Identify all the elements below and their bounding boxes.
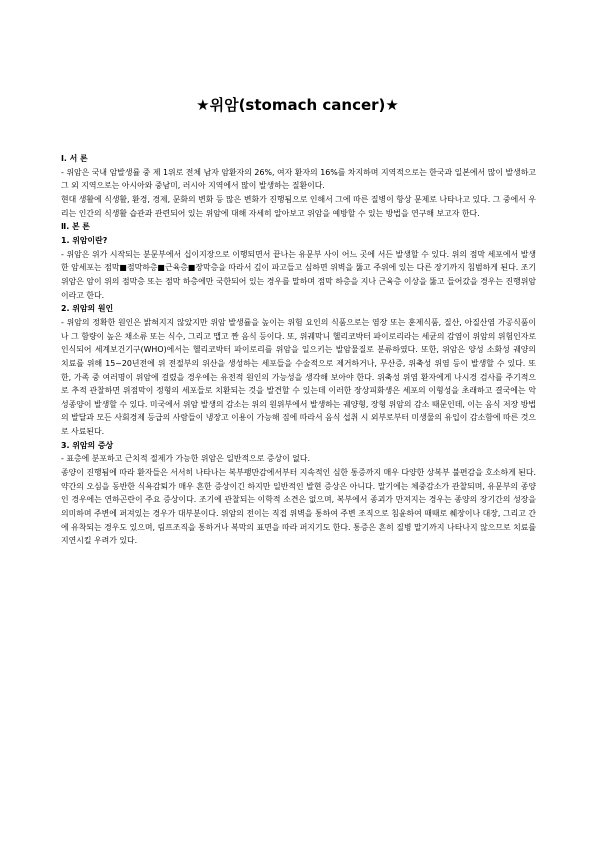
document-body: [61, 152, 536, 548]
paragraph: 종양이 진행됨에 따라 환자들은 서서히 나타나는 복부팽만감에서부터 지속적인 심한 통증까지 매우 다양한 상복부 불편감을 호소하게 된다. 약간의 오심을 동반한 식욕감퇴가 매우 흔한 증상이긴 하지만 일반적인 발현 증상은 아니다. 말기에는 체중감소가 관찰되며, 유문부의 종양인 경우에는 연하곤란이 주요 증상이다. 조기에 관찰되는 이학적 소견은 없으며, 복부에서 종괴가 만져지는 경우는 종양의 장기간의 성장을 의미하며 주변에 퍼져있는 경우가 대부분이다. 위암의 전이는 직접 위벽을 통하여 주변 조직으로 침윤하여 때때로 췌장이나 대장, 그리고 간에 유착되는 경우도 있으며, 림프조직을 통하거나 복막의 표면을 따라 퍼지기도 한다. 통증은 흔히 질병 말기까지 나타나지 않으므로 치료를 지연시킬 우려가 있다.: [61, 468, 536, 546]
paragraph: 현대 생활에 식생활, 환경, 경제, 문화의 변화 등 많은 변화가 진행됨으로 인해서 그에 따른 질병이 항상 문제로 나타나고 있다. 그 중에서 우리는 인간의 식생활 습관과 관련되어 있는 위암에 대해 자세히 알아보고 위암을 예방할 수 있는 방법을 연구해 보고자 한다.: [61, 194, 536, 218]
section-heading: 2. 위암의 원인: [61, 304, 114, 314]
paragraph: - 표층에 분포하고 근치적 절제가 가능한 위암은 일반적으로 증상이 없다.: [61, 454, 310, 464]
paragraph: - 위암은 위가 시작되는 분문부에서 십이지장으로 이행되면서 끝나는 유문부 사이 어느 곳에 서든 발생할 수 있다. 위의 점막 세포에서 발생한 암세포는 점막■점막하층■근육층■장막층을 따라서 깊이 파고들고 심하면 위벽을 뚫고 주위에 있는 다른 장기까지 침범하게 된다. 조기위암은 암이 위의 점막층 또는 점막 하층에만 국한되어 있는 경우를 말하며 점막 하층을 지나 근육층 이상을 뚫고 들어갔을 경우는 진행위암이라고 한다.: [61, 249, 536, 300]
section-heading: Ⅰ. 서 론: [61, 154, 88, 163]
paragraph: - 위암은 국내 암발생률 중 제 1위로 전체 남자 암환자의 26%, 여자 환자의 16%를 차지하며 지역적으로는 한국과 일본에서 많이 발생하고 그 외 지역으로는 아시아와 중남미, 러시아 지역에서 많이 발생하는 질환이다.: [61, 167, 536, 191]
section-heading: 3. 위암의 증상: [61, 440, 114, 450]
section-heading: 1. 위암이란?: [61, 235, 108, 245]
section-heading: Ⅱ. 본 론: [61, 222, 90, 232]
paragraph: - 위암의 정확한 원인은 밝혀지지 않았지만 위암 발생률을 높이는 위험 요인의 식품으로는 염장 또는 훈제식품, 질산, 아질산염 가공식품이나 그 함량이 높은 채소류 또는 식수, 그리고 맵고 짠 음식 등이다. 또, 위궤막니 헬리코박터 파이로리라는 세균의 감염이 위암의 위험인자로 인식되어 세계보건기구(WHO)에서는 헬리코박터 파이로리를 위암을 일으키는 발암물질로 분류하였다. 또한, 위암은 양성 소화성 궤양의 치료를 위해 15~20년전에 위 전절부의 위산을 생성하는 세포들을 수술적으로 제거하거나, 무산증, 위축성 위염 등이 발생할 수 있다. 또한, 가족 중 여러명이 위암에 걸렸을 경우에는 유전적 원인의 가능성을 생각해 보아야 한다. 위축성 위염 환자에게 나시경 검사를 주기적으로 추적 관찰하면 위점막이 정형의 세포들로 치환되는 것을 발견할 수 있는데 이러한 장상피화생은 세포의 이형성을 초래하고 결국에는 악성종양이 발생할 수 있다. 미국에서 위암 발생의 감소는 위의 원위부에서 발생하는 궤양형, 장형 위암의 감소 때문인데, 이는 음식 저장 방법의 발달과 모든 사회경제 등급의 사람들이 냉장고 이용이 가능해 짐에 따라서 음식 섭취 시 외부로부터 미생물의 유입이 감소함에 따른 것으로 사료된다.: [61, 317, 536, 437]
document-title: ★위암(stomach cancer)★: [196, 96, 399, 114]
